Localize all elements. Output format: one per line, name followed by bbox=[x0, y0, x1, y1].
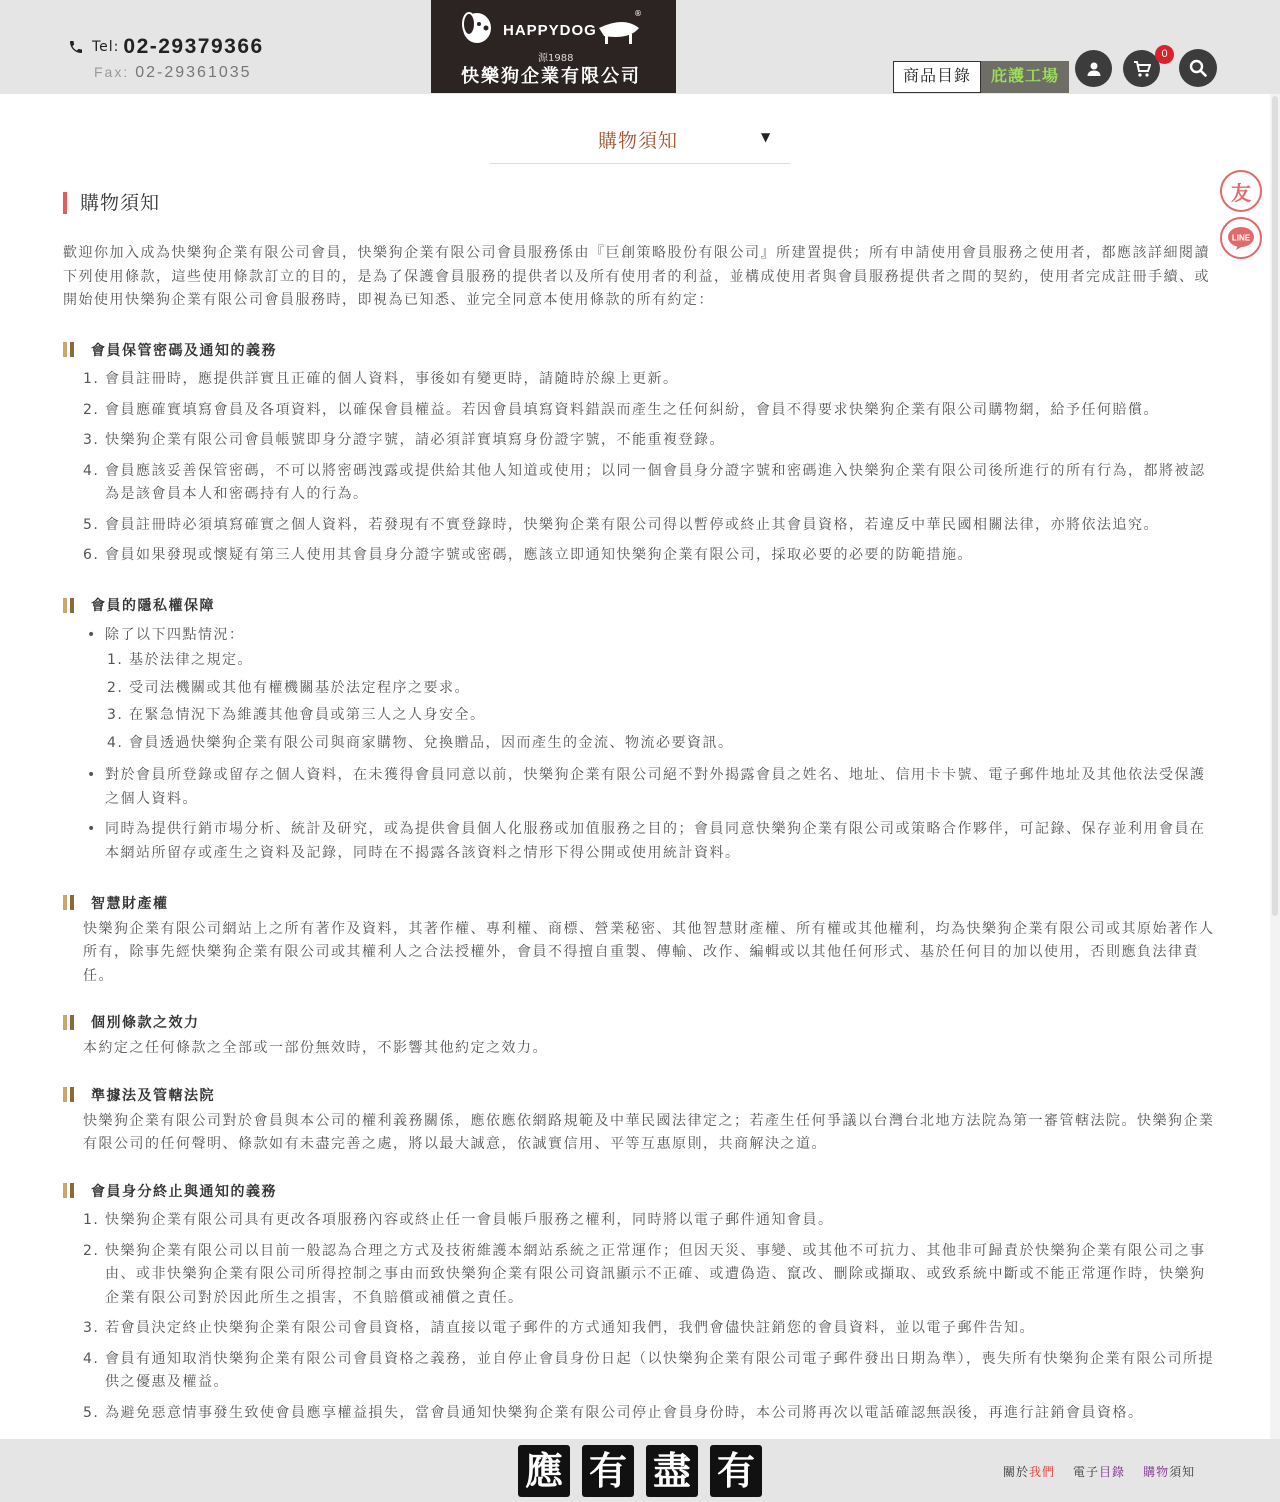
list-item: 1. 基於法律之規定。 bbox=[107, 652, 253, 668]
chevron-down-icon: ▼ bbox=[761, 130, 771, 144]
section-law bbox=[63, 1085, 1218, 1157]
section-title bbox=[63, 1012, 1218, 1032]
page-selector-dropdown[interactable] bbox=[490, 120, 790, 164]
section-ip bbox=[63, 893, 1218, 989]
sub-list bbox=[87, 647, 1218, 757]
list-item: 4. 會員有通知取消快樂狗企業有限公司會員資格之義務，並自停止會員身份日起（以快樂狗企業有限公司電子郵件發出日期為準），喪失所有快樂狗企業有限公司所提供之優惠及權益。 bbox=[83, 1350, 1214, 1390]
footer-links bbox=[1003, 1463, 1213, 1480]
section-termination bbox=[63, 1181, 1218, 1429]
list-item: 3. 若會員決定終止快樂狗企業有限公司會員資格，請直接以電子郵件的方式通知我們，我們會儘快註銷您的會員資料，並以電子郵件告知。 bbox=[83, 1320, 1035, 1336]
section-bar-icon bbox=[63, 1183, 77, 1198]
line-button[interactable] bbox=[1220, 217, 1262, 259]
fax-number: 02-29361035 bbox=[135, 64, 252, 81]
section-paragraph: 本約定之任何條款之全部或一部份無效時，不影響其他約定之效力。 bbox=[83, 1040, 548, 1056]
section-bar-icon bbox=[63, 895, 77, 910]
list bbox=[63, 365, 1218, 572]
nav-product-catalog[interactable]: 商品目錄 bbox=[893, 61, 981, 93]
list-item: 5. 為避免惡意情事發生致使會員應享權益損失，當會員通知快樂狗企業有限公司停止會員身份時，本公司將再次以電話確認無誤後，再進行註銷會員資格。 bbox=[83, 1404, 1144, 1421]
section-privacy bbox=[63, 595, 1218, 869]
list-item: 2. 會員應確實填寫會員及各項資料，以確保會員權益。若因會員填寫資料錯誤而產生之任何糾紛，會員不得要求快樂狗企業有限公司購物網，給予任何賠償。 bbox=[83, 401, 1159, 418]
friend-icon: 友 bbox=[1231, 180, 1251, 205]
slogan-char: 有 bbox=[582, 1445, 634, 1497]
cart-count-badge: 0 bbox=[1155, 45, 1174, 64]
logo-since: 源1988 bbox=[538, 53, 574, 64]
phone-icon bbox=[68, 39, 84, 55]
logo-registered-mark: ® bbox=[634, 9, 642, 18]
list-item: 2. 快樂狗企業有限公司以目前一般認為合理之方式及技術維護本網站系統之正常運作；但因天災、事變、或其他不可抗力、其他非可歸責於快樂狗企業有限公司之事由、或非快樂狗企業有限公司所得控制之事由而致快樂狗企業有限公司資訊顯示不正確、或遭偽造、竄改、刪除或擷取、或致系統中斷或不能正常運作時，快樂狗企業有限公司對於因此所生之損害，不負賠償或補償之責任。 bbox=[83, 1242, 1206, 1306]
list-item: 4. 會員透過快樂狗企業有限公司與商家購物、兌換贈品，因而產生的金流、物流必要資訊。 bbox=[107, 734, 734, 751]
nav-sheltered-factory[interactable]: 庇護工場 bbox=[981, 61, 1069, 93]
list-item: 4. 會員應該妥善保管密碼，不可以將密碼洩露或提供給其他人知道或使用；以同一個會員身分證字號和密碼進入快樂狗企業有限公司後所進行的所有行為，都將被認為是該會員本人和密碼持有人的行為。 bbox=[83, 462, 1206, 502]
add-friend-button[interactable] bbox=[1220, 170, 1262, 212]
section-bar-icon bbox=[63, 342, 77, 357]
list-item: 5. 會員註冊時必須填寫確實之個人資料，若發現有不實登錄時，快樂狗企業有限公司得以暫停或終止其會員資格，若違反中華民國相關法律，亦將依法追究。 bbox=[83, 516, 1159, 533]
section-title-text: 準據法及管轄法院 bbox=[91, 1087, 215, 1104]
bullet-list bbox=[63, 620, 1218, 869]
main-content bbox=[63, 192, 1218, 1429]
section-title bbox=[63, 340, 1218, 360]
tel-number[interactable]: 02-29379366 bbox=[123, 35, 264, 58]
fax-label: Fax: bbox=[94, 64, 130, 80]
cart-icon bbox=[1133, 61, 1151, 77]
footer-link-about[interactable]: 關於我們 bbox=[1003, 1465, 1056, 1479]
page-title: 購物須知 bbox=[63, 192, 1218, 214]
section-password bbox=[63, 340, 1218, 572]
site-footer bbox=[0, 1439, 1280, 1502]
fax-row bbox=[68, 64, 264, 82]
list bbox=[63, 1206, 1218, 1429]
section-bar-icon bbox=[63, 1015, 77, 1030]
list-item: 2. 受司法機關或其他有權機關基於法定程序之要求。 bbox=[107, 679, 470, 696]
list-item: • 對於會員所登錄或留存之個人資料，在未獲得會員同意以前，快樂狗企業有限公司絕不對外揭露會員之姓名、地址、信用卡卡號、電子郵件地址及其他依法受保護之個人資料。 bbox=[87, 767, 1206, 807]
footer-slogan bbox=[518, 1445, 774, 1497]
section-title bbox=[63, 1085, 1218, 1105]
list-item: 3. 在緊急情況下為維護其他會員或第三人之人身安全。 bbox=[107, 707, 486, 723]
section-title-text: 會員保管密碼及通知的義務 bbox=[91, 342, 277, 359]
section-title-text: 會員的隱私權保障 bbox=[91, 598, 215, 614]
scrollbar-thumb[interactable] bbox=[1272, 96, 1278, 916]
slogan-char: 盡 bbox=[646, 1445, 698, 1497]
section-paragraph: 快樂狗企業有限公司網站上之所有著作及資料，其著作權、專利權、商標、營業秘密、其他智慧財產權、所有權或其他權利，均為快樂狗企業有限公司或其原始著作人所有，除事先經快樂狗企業有限公司或其權利人之合法授權外，會員不得擅自重製、傳輸、改作、編輯或以其他任何形式、基於任何目的加以使用，否則應負法律責任。 bbox=[83, 920, 1215, 984]
section-bar-icon bbox=[63, 1087, 77, 1102]
line-icon bbox=[1226, 225, 1256, 251]
list-item: 1. 快樂狗企業有限公司具有更改各項服務內容或終止任一會員帳戶服務之權利，同時將以電子郵件通知會員。 bbox=[83, 1212, 834, 1228]
site-header bbox=[0, 0, 1280, 94]
line-icon-label: LINE bbox=[1231, 233, 1251, 243]
section-title-text: 會員身分終止與通知的義務 bbox=[91, 1183, 277, 1200]
section-title bbox=[63, 595, 1218, 615]
section-title-text: 個別條款之效力 bbox=[91, 1015, 200, 1031]
list-item: • 除了以下四點情況： 1. 基於法律之規定。 2. 受司法機關或其他有權機關基於法定程序之要求。 3. 在緊急情況下為維護其他會員或第三人之人身安全。 4. 會員透過快樂狗企業有限公司與商家購物、兌換贈品，因而產生的金流、物流必要資訊。 bbox=[87, 620, 1218, 761]
list-item: • 同時為提供行銷市場分析、統計及研究，或為提供會員個人化服務或加值服務之目的；會員同意快樂狗企業有限公司或策略合作夥伴，可記錄、保存並利用會員在本網站所留存或產生之資料及記錄，同時在不揭露各該資料之情形下得公開或使用統計資料。 bbox=[87, 821, 1206, 861]
section-bar-icon bbox=[63, 598, 77, 613]
tel-label: Tel: bbox=[92, 39, 120, 55]
list-item: 1. 會員註冊時，應提供詳實且正確的個人資料，事後如有變更時，請隨時於線上更新。 bbox=[83, 371, 679, 387]
selector-label: 購物須知 bbox=[598, 130, 679, 152]
section-paragraph: 快樂狗企業有限公司對於會員與本公司的權利義務關係，應依應依網路規範及中華民國法律定之；若產生任何爭議以台灣台北地方法院為第一審管轄法院。快樂狗企業有限公司的任何聲明、條款如有未盡完善之處，將以最大誠意，依誠實信用、平等互惠原則，共商解決之道。 bbox=[83, 1112, 1215, 1152]
logo-company-name: 快樂狗企業有限公司 bbox=[461, 66, 641, 87]
user-icon bbox=[1086, 61, 1102, 77]
section-title-text: 智慧財產權 bbox=[91, 895, 169, 912]
list-item: 3. 快樂狗企業有限公司會員帳號即身分證字號，請必須詳實填寫身份證字號，不能重複登錄。 bbox=[83, 432, 725, 448]
contact-info bbox=[68, 34, 264, 82]
site-logo[interactable] bbox=[431, 0, 676, 93]
slogan-char: 應 bbox=[518, 1445, 570, 1497]
logo-brand: HAPPYDOG bbox=[503, 22, 597, 39]
intro-paragraph: 歡迎你加入成為快樂狗企業有限公司會員，快樂狗企業有限公司會員服務係由『巨創策略股份有限公司』所建置提供；所有申請使用會員服務之使用者，都應該詳細閱讀下列使用條款，這些使用條款訂立的目的，是為了保護會員服務的提供者以及所有使用者的利益，並構成使用者與會員服務提供者之間的契約，使用者完成註冊手續、或開始使用快樂狗企業有限公司會員服務時，即視為已知悉、並完全同意本使用條款的所有約定： bbox=[63, 245, 1210, 308]
search-icon bbox=[1189, 59, 1207, 77]
section-title bbox=[63, 893, 1218, 913]
member-button[interactable] bbox=[1075, 50, 1112, 87]
section-validity bbox=[63, 1012, 1218, 1061]
slogan-char: 有 bbox=[710, 1445, 762, 1497]
search-button[interactable] bbox=[1179, 49, 1217, 87]
tel-row bbox=[68, 34, 264, 60]
section-title bbox=[63, 1181, 1218, 1201]
footer-link-catalog[interactable]: 電子目錄 bbox=[1073, 1465, 1126, 1479]
list-item: 6. 會員如果發現或懷疑有第三人使用其會員身分證字號或密碼，應該立即通知快樂狗企業有限公司，採取必要的必要的防範措施。 bbox=[83, 547, 973, 563]
footer-link-shopping-notice[interactable]: 購物須知 bbox=[1143, 1465, 1196, 1479]
